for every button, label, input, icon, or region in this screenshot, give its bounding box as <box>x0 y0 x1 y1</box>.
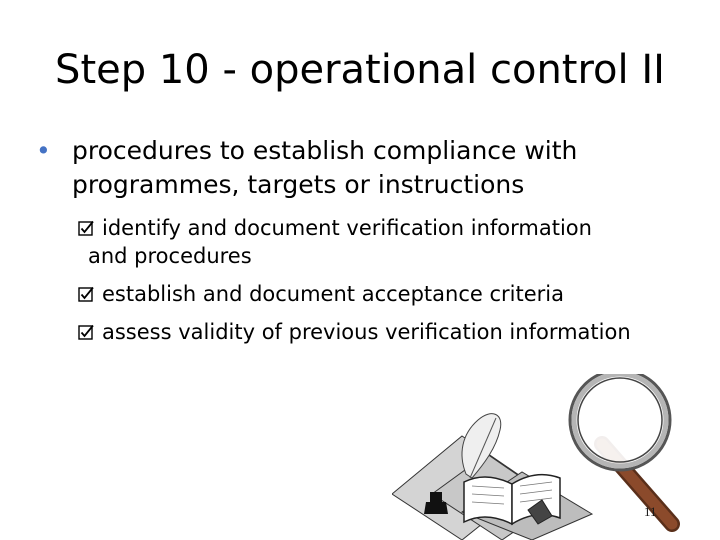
page-number: 11 <box>644 504 657 519</box>
sub-item-text: establish and document acceptance criteria <box>102 282 564 306</box>
sub-item <box>78 280 708 308</box>
slide-title: Step 10 - operational control II <box>55 47 665 93</box>
clipart-illustration <box>392 374 720 540</box>
bullet-dot-icon: • <box>36 136 51 165</box>
sub-item-text-continued: and procedures <box>88 244 252 268</box>
magnifying-glass-icon <box>570 374 672 524</box>
sub-item <box>78 214 708 270</box>
sub-item-text: assess validity of previous verification information <box>102 320 631 344</box>
check-box-icon <box>78 286 94 302</box>
sub-item-text: identify and document verification information <box>102 216 592 240</box>
sub-item <box>78 318 708 346</box>
check-box-icon <box>78 324 94 340</box>
sub-list <box>78 214 708 356</box>
bullet-text: procedures to establish compliance with programmes, targets or instructions <box>72 136 578 199</box>
check-box-icon <box>78 220 94 236</box>
